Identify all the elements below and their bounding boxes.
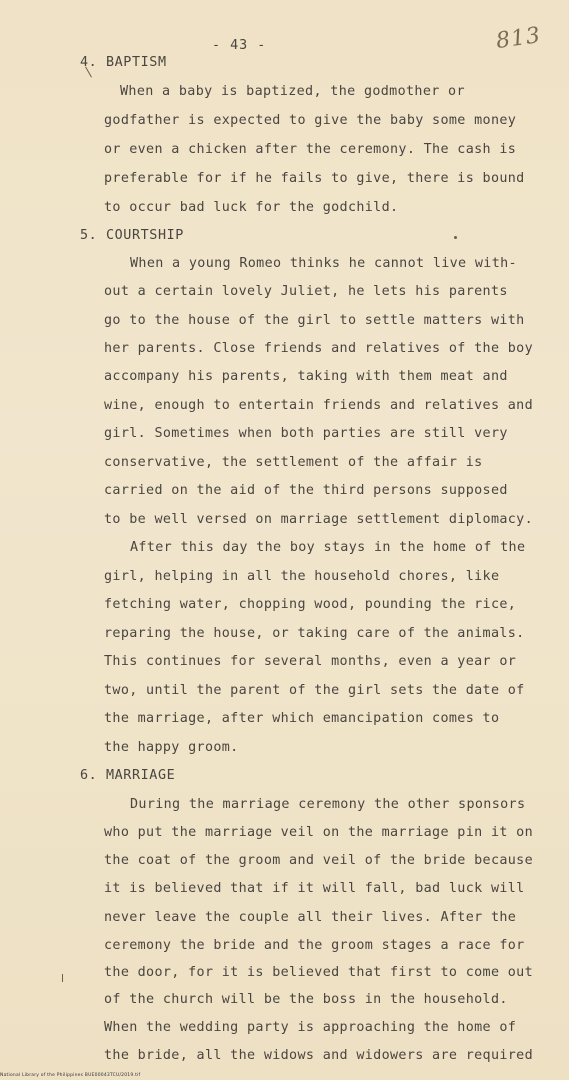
body-line: girl. Sometimes when both parties are still very (104, 426, 508, 441)
body-line: or even a chicken after the ceremony. The cash is (104, 142, 517, 157)
body-line: the bride, all the widows and widowers are required (104, 1048, 534, 1063)
body-line: This continues for several months, even a year or (104, 654, 517, 669)
stray-mark (62, 974, 63, 982)
body-line: it is believed that if it will fall, bad luck will (104, 881, 525, 896)
section-heading-marriage: 6. MARRIAGE (80, 768, 176, 783)
body-line: reparing the house, or taking care of the animals. (104, 626, 525, 641)
body-line: to occur bad luck for the godchild. (104, 200, 399, 215)
body-line: two, until the parent of the girl sets the date of (104, 683, 525, 698)
body-line: When the wedding party is approaching the home of (104, 1020, 517, 1035)
body-line: her parents. Close friends and relatives of the boy (104, 341, 534, 356)
body-line: of the church will be the boss in the household. (104, 992, 508, 1007)
page-number: - 43 - (212, 38, 267, 53)
body-line: conservative, the settlement of the affair is (104, 455, 483, 470)
body-line: the door, for it is believed that first to come out (104, 965, 534, 980)
body-line: fetching water, chopping wood, pounding the rice, (104, 597, 517, 612)
section-heading-baptism: 4. BAPTISM (80, 55, 167, 70)
section-heading-courtship: 5. COURTSHIP (80, 228, 184, 243)
scan-footer: National Library of the Philippines BUE00043TCU/2019.tif (0, 1073, 141, 1078)
body-line: to be well versed on marriage settlement diplomacy. (104, 512, 534, 527)
body-line: girl, helping in all the household chores, like (104, 569, 500, 584)
body-line: preferable for if he fails to give, there is bound (104, 171, 525, 186)
body-line: wine, enough to entertain friends and relatives and (104, 398, 534, 413)
body-line: When a baby is baptized, the godmother or (120, 84, 465, 99)
handwritten-page-number: 813 (494, 22, 543, 55)
body-line: After this day the boy stays in the home of the (130, 540, 526, 555)
body-line: ceremony the bride and the groom stages a race for (104, 938, 525, 953)
body-line: the marriage, after which emancipation comes to (104, 711, 500, 726)
body-line: the happy groom. (104, 740, 239, 755)
body-line: godfather is expected to give the baby some money (104, 113, 517, 128)
body-line: carried on the aid of the third persons supposed (104, 483, 508, 498)
body-line: During the marriage ceremony the other sponsors (130, 797, 526, 812)
body-line: out a certain lovely Juliet, he lets his parents (104, 284, 508, 299)
body-line: never leave the couple all their lives. After the (104, 910, 517, 925)
body-line: When a young Romeo thinks he cannot live with- (130, 256, 517, 271)
body-line: the coat of the groom and veil of the bride because (104, 853, 534, 868)
body-line: accompany his parents, taking with them meat and (104, 369, 508, 384)
stray-mark (454, 236, 457, 239)
body-line: who put the marriage veil on the marriage pin it on (104, 825, 534, 840)
body-line: go to the house of the girl to settle matters with (104, 313, 525, 328)
